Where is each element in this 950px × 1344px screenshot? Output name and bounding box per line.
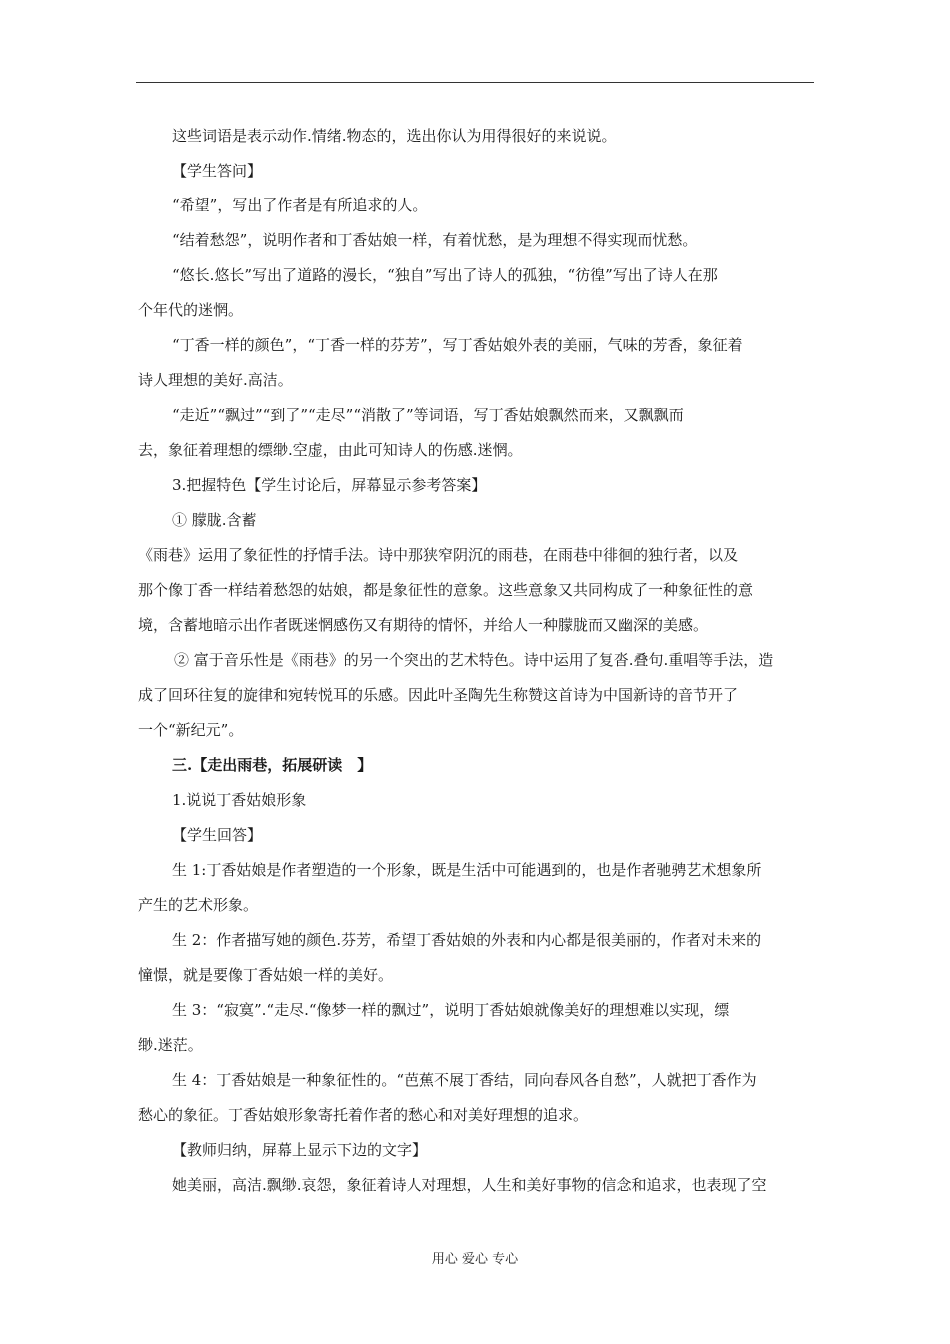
paragraph-line: 生 3：“寂寞”.“走尽.“像梦一样的飘过”，说明丁香姑娘就像美好的理想难以实现，缥 — [172, 1001, 730, 1019]
paragraph-line: 生 4：丁香姑娘是一种象征性的。“芭蕉不展丁香结，同向春风各自愁”，人就把丁香作为 — [172, 1071, 757, 1089]
paragraph-line: 那个像丁香一样结着愁怨的姑娘，都是象征性的意象。这些意象又共同构成了一种象征性的意 — [138, 581, 754, 599]
paragraph-line: 诗人理想的美好.高洁。 — [138, 371, 293, 389]
list-item: ① 朦胧.含蓄 — [172, 511, 257, 529]
paragraph-line: 缈.迷茫。 — [138, 1036, 203, 1054]
header-rule — [136, 82, 814, 83]
page-footer: 用心 爱心 专心 — [431, 1252, 519, 1267]
paragraph-line: 她美丽，高洁.飘缈.哀怨，象征着诗人对理想，人生和美好事物的信念和追求，也表现了空 — [172, 1176, 767, 1194]
paragraph-line: “结着愁怨”，说明作者和丁香姑娘一样，有着忧愁，是为理想不得实现而忧愁。 — [172, 231, 698, 249]
section-label: 【学生答问】 — [172, 162, 263, 180]
paragraph-line: 生 2：作者描写她的颜色.芬芳，希望丁香姑娘的外表和内心都是很美丽的，作者对未来的 — [172, 931, 762, 949]
paragraph-line: 这些词语是表示动作.情绪.物态的，选出你认为用得很好的来说说。 — [172, 127, 617, 145]
section-heading: 三.【走出雨巷，拓展研读 】 — [172, 756, 373, 774]
paragraph-line: “走近”“飘过”“到了”“走尽”“消散了”等词语，写丁香姑娘飘然而来，又飘飘而 — [172, 406, 684, 424]
paragraph-line: 生 1:丁香姑娘是作者塑造的一个形象，既是生活中可能遇到的，也是作者驰骋艺术想象所 — [172, 861, 762, 879]
paragraph-line: 境，含蓄地暗示出作者既迷惘感伤又有期待的情怀，并给人一种朦胧而又幽深的美感。 — [138, 616, 709, 634]
paragraph-line: 成了回环往复的旋律和宛转悦耳的乐感。因此叶圣陶先生称赞这首诗为中国新诗的音节开了 — [138, 686, 739, 704]
paragraph-line: 产生的艺术形象。 — [138, 896, 259, 914]
section-label: 【学生回答】 — [172, 826, 263, 844]
list-item: ② 富于音乐性是《雨巷》的另一个突出的艺术特色。诗中运用了复沓.叠句.重唱等手法，造 — [174, 651, 774, 669]
paragraph-line: 愁心的象征。丁香姑娘形象寄托着作者的愁心和对美好理想的追求。 — [138, 1106, 589, 1124]
subsection-heading: 1.说说丁香姑娘形象 — [172, 791, 307, 809]
paragraph-line: 一个“新纪元”。 — [138, 721, 244, 739]
paragraph-line: 《雨巷》运用了象征性的抒情手法。诗中那狭窄阴沉的雨巷，在雨巷中徘徊的独行者，以及 — [138, 546, 739, 564]
paragraph-line: 个年代的迷惘。 — [138, 301, 244, 319]
paragraph-line: “丁香一样的颜色”，“丁香一样的芬芳”，写丁香姑娘外表的美丽，气味的芳香，象征着 — [172, 336, 743, 354]
paragraph-line: 去，象征着理想的缥缈.空虚，由此可知诗人的伤感.迷惘。 — [138, 441, 523, 459]
paragraph-line: “希望”，写出了作者是有所追求的人。 — [172, 196, 428, 214]
paragraph-line: 憧憬，就是要像丁香姑娘一样的美好。 — [138, 966, 394, 984]
paragraph-line: “悠长.悠长”写出了道路的漫长，“独自”写出了诗人的孤独，“彷徨”写出了诗人在那 — [172, 266, 718, 284]
section-label: 【教师归纳，屏幕上显示下边的文字】 — [172, 1141, 428, 1159]
subsection-heading: 3.把握特色【学生讨论后，屏幕显示参考答案】 — [172, 476, 487, 494]
